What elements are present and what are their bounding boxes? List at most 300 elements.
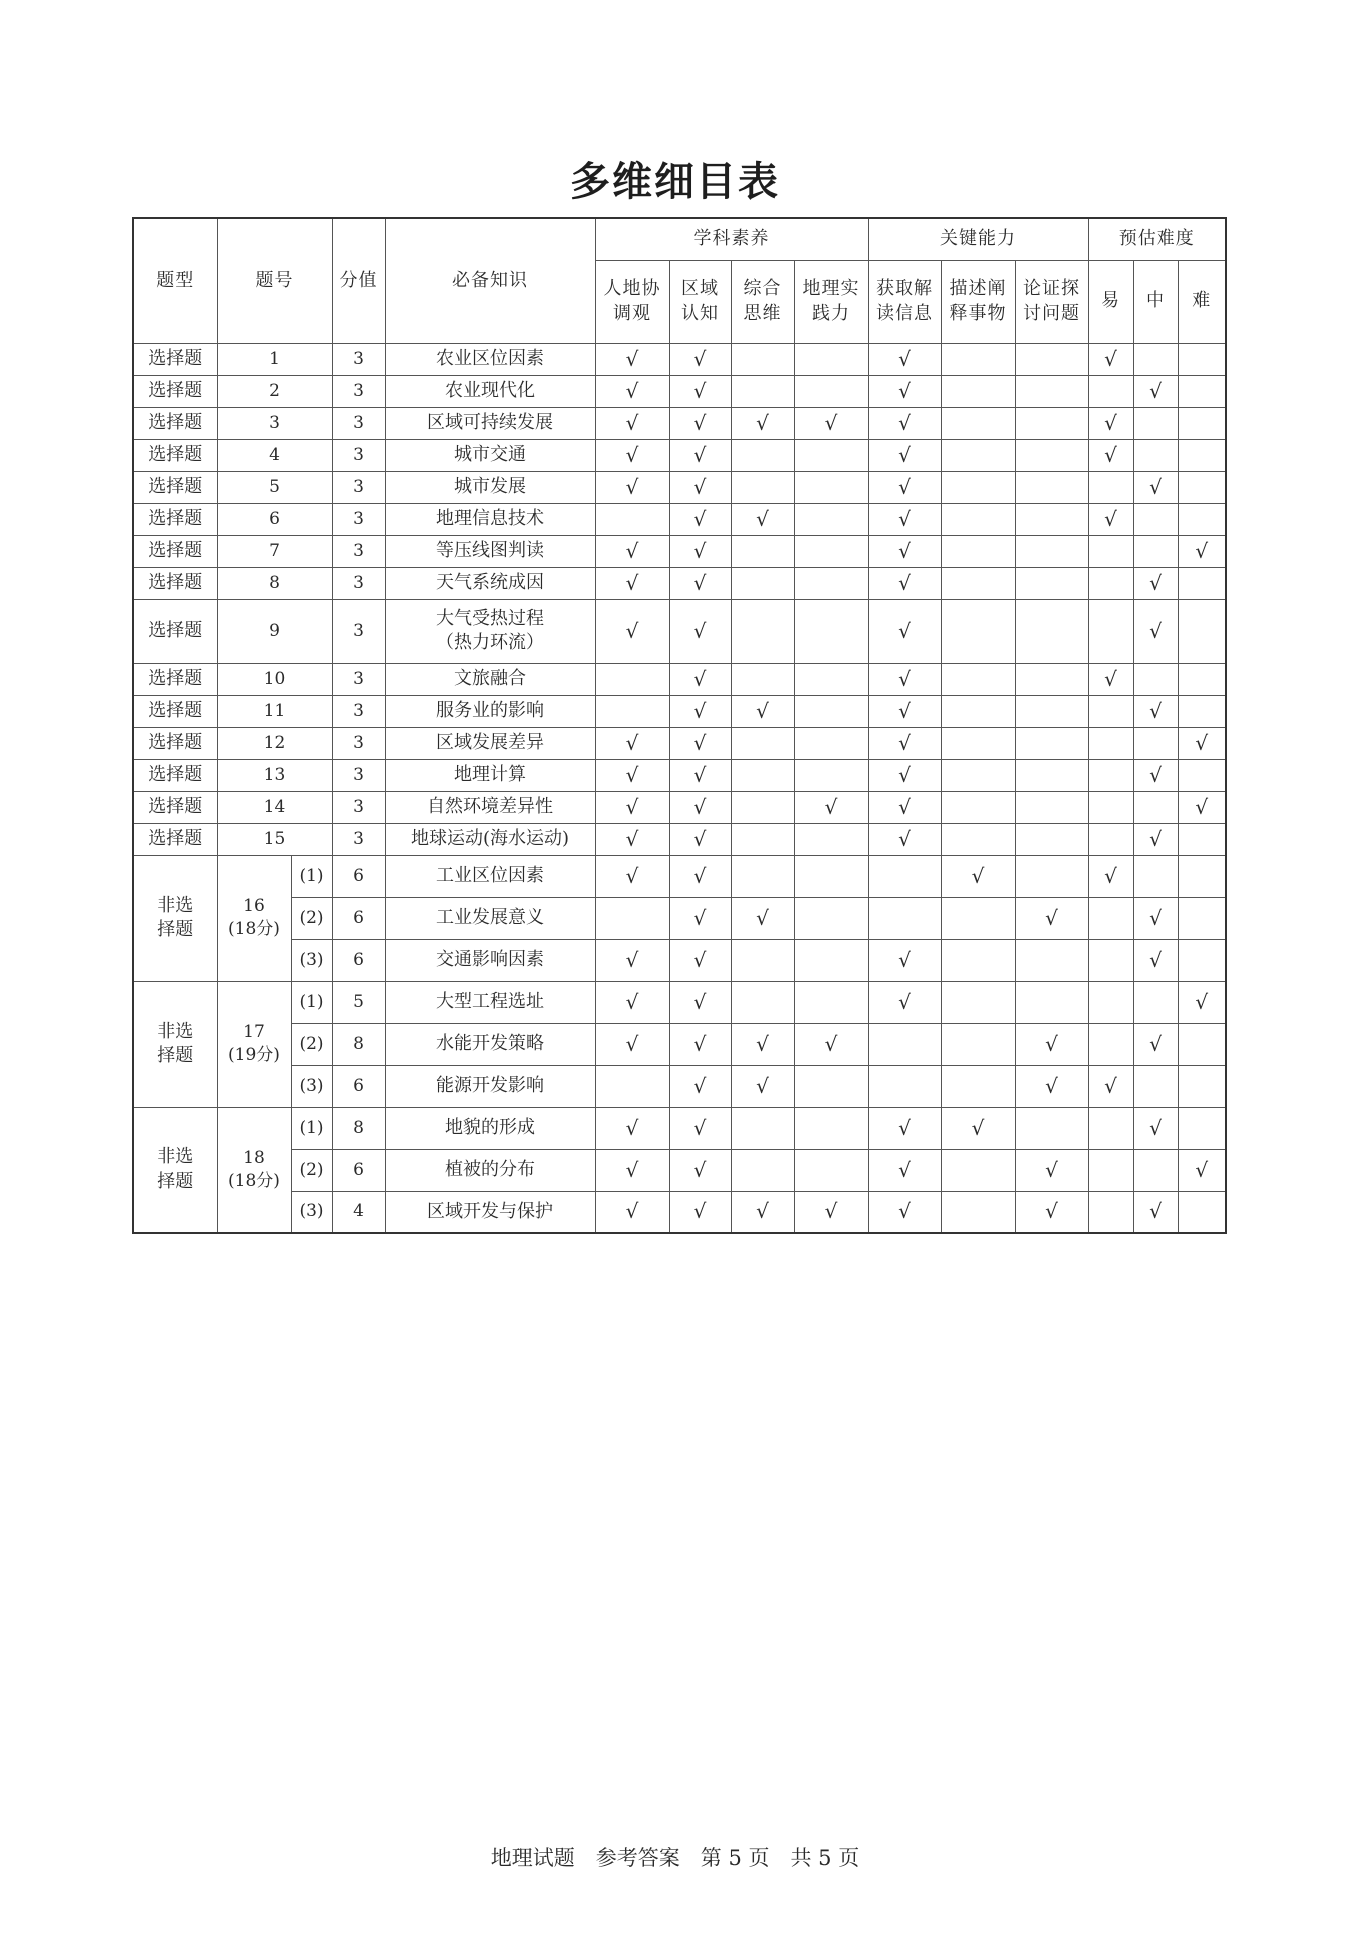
question-type-cell: 非选 择题	[133, 855, 217, 981]
table-row	[133, 663, 1226, 695]
empty-cell	[1178, 939, 1226, 981]
empty-cell	[941, 599, 1015, 663]
empty-cell	[1088, 897, 1133, 939]
check-mark: √	[1133, 375, 1178, 407]
header-group-literacy: 学科素养	[595, 218, 868, 260]
check-mark: √	[595, 375, 669, 407]
table-row	[133, 567, 1226, 599]
score-cell: 3	[332, 375, 385, 407]
knowledge-cell: 水能开发策略	[385, 1023, 595, 1065]
check-mark: √	[595, 727, 669, 759]
sub-question-cell: (2)	[291, 897, 332, 939]
check-mark: √	[868, 727, 941, 759]
table-row	[133, 981, 1226, 1023]
table-row	[133, 1107, 1226, 1149]
empty-cell	[1178, 1107, 1226, 1149]
question-number-cell	[217, 855, 291, 981]
check-mark: √	[731, 1023, 794, 1065]
score-cell: 8	[332, 1023, 385, 1065]
check-mark: √	[669, 981, 731, 1023]
check-mark: √	[669, 823, 731, 855]
check-mark: √	[669, 471, 731, 503]
question-number: 18	[243, 1147, 265, 1168]
question-type-cell: 选择题	[133, 343, 217, 375]
empty-cell	[794, 855, 868, 897]
subheader-ability-1: 描述阐 释事物	[941, 260, 1015, 343]
sub-question-cell: (1)	[291, 1107, 332, 1149]
empty-cell	[1088, 939, 1133, 981]
empty-cell	[868, 1023, 941, 1065]
score-cell: 3	[332, 439, 385, 471]
empty-cell	[1015, 407, 1088, 439]
knowledge-cell: 地球运动(海水运动)	[385, 823, 595, 855]
check-mark: √	[731, 407, 794, 439]
table-row	[133, 375, 1226, 407]
check-mark: √	[941, 855, 1015, 897]
check-mark: √	[595, 791, 669, 823]
empty-cell	[941, 695, 1015, 727]
empty-cell	[1088, 1149, 1133, 1191]
check-mark: √	[595, 535, 669, 567]
check-mark: √	[868, 759, 941, 791]
check-mark: √	[1133, 897, 1178, 939]
check-mark: √	[731, 695, 794, 727]
header-knowledge: 必备知识	[385, 218, 595, 343]
empty-cell	[794, 1107, 868, 1149]
question-type-cell: 选择题	[133, 503, 217, 535]
empty-cell	[794, 599, 868, 663]
question-type-cell: 选择题	[133, 471, 217, 503]
question-total-score: (18分)	[228, 1170, 280, 1191]
check-mark: √	[595, 567, 669, 599]
check-mark: √	[669, 855, 731, 897]
check-mark: √	[669, 535, 731, 567]
knowledge-cell: 自然环境差异性	[385, 791, 595, 823]
check-mark: √	[595, 407, 669, 439]
empty-cell	[1015, 855, 1088, 897]
check-mark: √	[669, 1149, 731, 1191]
empty-cell	[1178, 375, 1226, 407]
empty-cell	[794, 695, 868, 727]
empty-cell	[731, 981, 794, 1023]
table-row	[133, 599, 1226, 663]
check-mark: √	[669, 407, 731, 439]
question-type-cell: 选择题	[133, 439, 217, 471]
knowledge-cell: 区域可持续发展	[385, 407, 595, 439]
empty-cell	[1133, 727, 1178, 759]
check-mark: √	[1088, 1065, 1133, 1107]
empty-cell	[1088, 695, 1133, 727]
check-mark: √	[669, 759, 731, 791]
table-row	[133, 1065, 1226, 1107]
check-mark: √	[868, 567, 941, 599]
empty-cell	[1178, 1023, 1226, 1065]
knowledge-cell: 区域开发与保护	[385, 1191, 595, 1233]
empty-cell	[1015, 981, 1088, 1023]
empty-cell	[1088, 1107, 1133, 1149]
empty-cell	[731, 1149, 794, 1191]
empty-cell	[1088, 981, 1133, 1023]
question-type-cell: 选择题	[133, 791, 217, 823]
check-mark: √	[595, 1191, 669, 1233]
knowledge-cell: 农业区位因素	[385, 343, 595, 375]
empty-cell	[1133, 503, 1178, 535]
empty-cell	[731, 375, 794, 407]
knowledge-cell: 地貌的形成	[385, 1107, 595, 1149]
header-score: 分值	[332, 218, 385, 343]
check-mark: √	[669, 343, 731, 375]
check-mark: √	[669, 727, 731, 759]
check-mark: √	[1015, 1023, 1088, 1065]
empty-cell	[868, 855, 941, 897]
table-row	[133, 407, 1226, 439]
empty-cell	[1088, 1023, 1133, 1065]
score-cell: 3	[332, 535, 385, 567]
empty-cell	[1133, 663, 1178, 695]
empty-cell	[1015, 727, 1088, 759]
question-number-cell: 11	[217, 695, 332, 727]
check-mark: √	[669, 663, 731, 695]
question-type-cell: 非选 择题	[133, 981, 217, 1107]
check-mark: √	[669, 1191, 731, 1233]
check-mark: √	[1133, 1191, 1178, 1233]
table-row	[133, 1023, 1226, 1065]
empty-cell	[731, 599, 794, 663]
check-mark: √	[731, 503, 794, 535]
empty-cell	[1088, 535, 1133, 567]
check-mark: √	[1133, 599, 1178, 663]
empty-cell	[1178, 823, 1226, 855]
empty-cell	[941, 1191, 1015, 1233]
empty-cell	[595, 695, 669, 727]
empty-cell	[941, 1023, 1015, 1065]
check-mark: √	[669, 1065, 731, 1107]
check-mark: √	[1133, 823, 1178, 855]
empty-cell	[941, 939, 1015, 981]
check-mark: √	[1133, 471, 1178, 503]
table-row	[133, 695, 1226, 727]
score-cell: 3	[332, 823, 385, 855]
table-row	[133, 503, 1226, 535]
score-cell: 8	[332, 1107, 385, 1149]
check-mark: √	[1088, 855, 1133, 897]
check-mark: √	[1088, 663, 1133, 695]
check-mark: √	[868, 343, 941, 375]
empty-cell	[1015, 503, 1088, 535]
check-mark: √	[868, 599, 941, 663]
question-number-cell: 7	[217, 535, 332, 567]
question-number-cell: 13	[217, 759, 332, 791]
knowledge-cell: 等压线图判读	[385, 535, 595, 567]
sub-question-cell: (3)	[291, 939, 332, 981]
score-cell: 3	[332, 695, 385, 727]
check-mark: √	[1133, 939, 1178, 981]
check-mark: √	[1133, 759, 1178, 791]
table-row	[133, 855, 1226, 897]
empty-cell	[595, 1065, 669, 1107]
subheader-difficulty-0: 易	[1088, 260, 1133, 343]
empty-cell	[1178, 1065, 1226, 1107]
check-mark: √	[1015, 897, 1088, 939]
empty-cell	[1178, 567, 1226, 599]
empty-cell	[731, 855, 794, 897]
empty-cell	[1088, 599, 1133, 663]
question-number: 17	[243, 1022, 265, 1043]
page-title: 多维细目表	[570, 159, 780, 205]
empty-cell	[731, 663, 794, 695]
sub-question-cell: (2)	[291, 1149, 332, 1191]
empty-cell	[731, 791, 794, 823]
score-cell: 3	[332, 471, 385, 503]
empty-cell	[941, 535, 1015, 567]
knowledge-cell	[385, 599, 595, 663]
question-number-cell: 5	[217, 471, 332, 503]
knowledge-cell: 天气系统成因	[385, 567, 595, 599]
check-mark: √	[595, 1149, 669, 1191]
check-mark: √	[941, 1107, 1015, 1149]
empty-cell	[941, 981, 1015, 1023]
knowledge-line: （热力环流）	[436, 632, 544, 653]
empty-cell	[1178, 663, 1226, 695]
empty-cell	[941, 567, 1015, 599]
empty-cell	[1015, 599, 1088, 663]
empty-cell	[1015, 663, 1088, 695]
empty-cell	[1015, 695, 1088, 727]
question-number-cell: 14	[217, 791, 332, 823]
table-body	[133, 343, 1226, 1233]
check-mark: √	[669, 567, 731, 599]
empty-cell	[941, 897, 1015, 939]
check-mark: √	[794, 791, 868, 823]
table-row	[133, 727, 1226, 759]
check-mark: √	[1133, 1023, 1178, 1065]
empty-cell	[1178, 407, 1226, 439]
empty-cell	[1088, 375, 1133, 407]
empty-cell	[1178, 503, 1226, 535]
question-type-cell: 选择题	[133, 599, 217, 663]
sub-question-cell: (1)	[291, 981, 332, 1023]
question-type-cell: 选择题	[133, 535, 217, 567]
subheader-difficulty-2: 难	[1178, 260, 1226, 343]
empty-cell	[794, 663, 868, 695]
empty-cell	[1133, 407, 1178, 439]
header-number: 题号	[217, 218, 332, 343]
check-mark: √	[1015, 1065, 1088, 1107]
empty-cell	[941, 759, 1015, 791]
empty-cell	[1178, 759, 1226, 791]
check-mark: √	[868, 695, 941, 727]
empty-cell	[1015, 439, 1088, 471]
empty-cell	[1178, 343, 1226, 375]
check-mark: √	[868, 535, 941, 567]
question-type-cell: 选择题	[133, 663, 217, 695]
question-type-cell: 选择题	[133, 407, 217, 439]
empty-cell	[1088, 727, 1133, 759]
score-cell: 3	[332, 407, 385, 439]
question-type-cell: 选择题	[133, 375, 217, 407]
empty-cell	[1178, 897, 1226, 939]
empty-cell	[731, 343, 794, 375]
question-number-cell: 9	[217, 599, 332, 663]
empty-cell	[1015, 1107, 1088, 1149]
check-mark: √	[794, 1191, 868, 1233]
table-row	[133, 343, 1226, 375]
empty-cell	[731, 567, 794, 599]
check-mark: √	[1133, 567, 1178, 599]
check-mark: √	[1178, 727, 1226, 759]
check-mark: √	[595, 759, 669, 791]
check-mark: √	[669, 375, 731, 407]
empty-cell	[941, 663, 1015, 695]
table-row	[133, 1191, 1226, 1233]
knowledge-line: 大气受热过程	[436, 607, 544, 629]
question-type-cell: 选择题	[133, 695, 217, 727]
check-mark: √	[595, 823, 669, 855]
empty-cell	[731, 1107, 794, 1149]
score-cell: 3	[332, 343, 385, 375]
empty-cell	[794, 897, 868, 939]
check-mark: √	[595, 981, 669, 1023]
check-mark: √	[1088, 503, 1133, 535]
knowledge-cell: 能源开发影响	[385, 1065, 595, 1107]
empty-cell	[794, 1149, 868, 1191]
check-mark: √	[868, 663, 941, 695]
knowledge-cell: 植被的分布	[385, 1149, 595, 1191]
empty-cell	[794, 1065, 868, 1107]
empty-cell	[941, 791, 1015, 823]
knowledge-cell: 农业现代化	[385, 375, 595, 407]
score-cell: 6	[332, 855, 385, 897]
subheader-ability-2: 论证探 讨问题	[1015, 260, 1088, 343]
empty-cell	[794, 343, 868, 375]
check-mark: √	[1178, 1149, 1226, 1191]
empty-cell	[1178, 599, 1226, 663]
check-mark: √	[595, 343, 669, 375]
score-cell: 3	[332, 503, 385, 535]
table-row	[133, 1149, 1226, 1191]
question-total-score: (19分)	[228, 1045, 280, 1065]
subheader-literacy-1: 区域 认知	[669, 260, 731, 343]
check-mark: √	[794, 1023, 868, 1065]
question-number: 16	[243, 896, 265, 917]
check-mark: √	[731, 1191, 794, 1233]
subheader-literacy-3: 地理实 践力	[794, 260, 868, 343]
subheader-ability-0: 获取解 读信息	[868, 260, 941, 343]
check-mark: √	[669, 599, 731, 663]
empty-cell	[595, 663, 669, 695]
empty-cell	[731, 439, 794, 471]
question-type-cell: 选择题	[133, 727, 217, 759]
empty-cell	[731, 471, 794, 503]
question-number-cell: 3	[217, 407, 332, 439]
empty-cell	[1133, 981, 1178, 1023]
empty-cell	[1015, 759, 1088, 791]
question-number-cell: 10	[217, 663, 332, 695]
table-row	[133, 535, 1226, 567]
empty-cell	[941, 823, 1015, 855]
header-group-ability: 关键能力	[868, 218, 1088, 260]
check-mark: √	[1088, 343, 1133, 375]
empty-cell	[731, 759, 794, 791]
empty-cell	[1133, 855, 1178, 897]
check-mark: √	[1133, 1107, 1178, 1149]
score-cell: 4	[332, 1191, 385, 1233]
question-type-cell: 非选 择题	[133, 1107, 217, 1233]
sub-question-cell: (3)	[291, 1065, 332, 1107]
empty-cell	[1133, 1065, 1178, 1107]
empty-cell	[794, 981, 868, 1023]
question-number-cell: 4	[217, 439, 332, 471]
question-type-cell: 选择题	[133, 759, 217, 791]
knowledge-cell: 工业区位因素	[385, 855, 595, 897]
table-row	[133, 471, 1226, 503]
empty-cell	[1015, 343, 1088, 375]
empty-cell	[794, 727, 868, 759]
empty-cell	[1088, 823, 1133, 855]
empty-cell	[794, 939, 868, 981]
empty-cell	[1133, 791, 1178, 823]
check-mark: √	[669, 695, 731, 727]
table-row	[133, 823, 1226, 855]
empty-cell	[794, 439, 868, 471]
table-row	[133, 759, 1226, 791]
question-number-cell: 2	[217, 375, 332, 407]
check-mark: √	[1088, 439, 1133, 471]
knowledge-cell: 文旅融合	[385, 663, 595, 695]
check-mark: √	[1015, 1149, 1088, 1191]
subheader-difficulty-1: 中	[1133, 260, 1178, 343]
sub-question-cell: (2)	[291, 1023, 332, 1065]
empty-cell	[731, 535, 794, 567]
empty-cell	[941, 1149, 1015, 1191]
check-mark: √	[1015, 1191, 1088, 1233]
check-mark: √	[868, 375, 941, 407]
sub-question-cell: (3)	[291, 1191, 332, 1233]
check-mark: √	[595, 1023, 669, 1065]
empty-cell	[1015, 791, 1088, 823]
score-cell: 5	[332, 981, 385, 1023]
page-footer: 地理试题 参考答案 第 5 页 共 5 页	[490, 1846, 860, 1870]
empty-cell	[1178, 695, 1226, 727]
check-mark: √	[669, 897, 731, 939]
check-mark: √	[1133, 695, 1178, 727]
check-mark: √	[1088, 407, 1133, 439]
knowledge-cell: 大型工程选址	[385, 981, 595, 1023]
empty-cell	[941, 471, 1015, 503]
score-cell: 6	[332, 1065, 385, 1107]
check-mark: √	[868, 503, 941, 535]
empty-cell	[1133, 1149, 1178, 1191]
score-cell: 3	[332, 759, 385, 791]
check-mark: √	[669, 939, 731, 981]
empty-cell	[1178, 855, 1226, 897]
empty-cell	[1088, 1191, 1133, 1233]
check-mark: √	[868, 407, 941, 439]
table-row	[133, 791, 1226, 823]
empty-cell	[1015, 567, 1088, 599]
empty-cell	[595, 897, 669, 939]
check-mark: √	[669, 791, 731, 823]
check-mark: √	[794, 407, 868, 439]
empty-cell	[941, 343, 1015, 375]
check-mark: √	[868, 791, 941, 823]
score-cell: 3	[332, 599, 385, 663]
empty-cell	[794, 471, 868, 503]
knowledge-cell: 地理信息技术	[385, 503, 595, 535]
check-mark: √	[868, 823, 941, 855]
check-mark: √	[868, 439, 941, 471]
check-mark: √	[595, 1107, 669, 1149]
